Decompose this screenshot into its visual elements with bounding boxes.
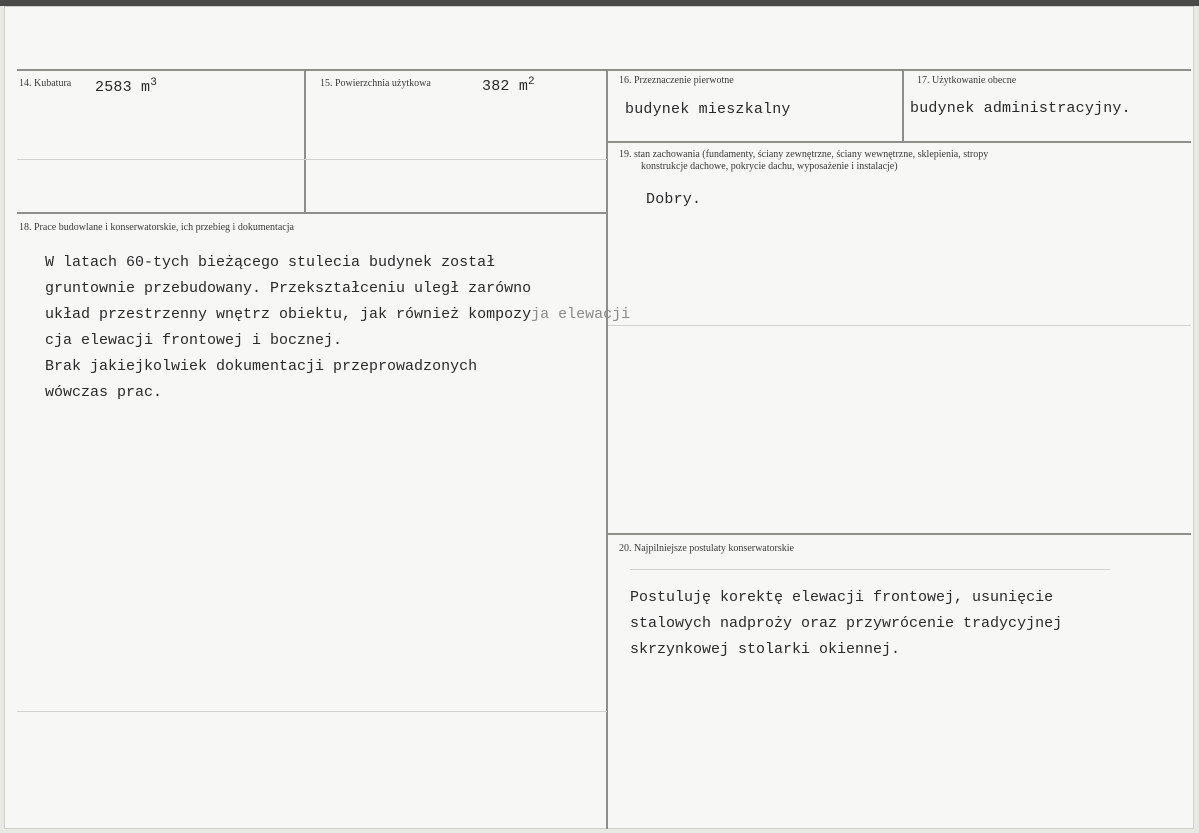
field-20-line: stalowych nadproży oraz przywrócenie tradycyjnej (630, 615, 1063, 632)
divider-16-17 (902, 69, 904, 141)
field-15-label: 15. Powierzchnia użytkowa (320, 78, 431, 89)
rule-under-19 (608, 533, 1191, 535)
field-15-value: 382 $m^2$ (482, 76, 535, 95)
faint-line (608, 325, 1191, 326)
top-rule (17, 69, 1191, 71)
field-18-label: 18. Prace budowlane i konserwatorskie, ich przebieg i dokumentacja (19, 222, 294, 233)
rule-under-14-15 (17, 212, 607, 214)
faint-line (630, 569, 1110, 570)
divider-14-15 (304, 69, 306, 213)
field-16-value: budynek mieszkalny (625, 101, 791, 118)
field-20-label: 20. Najpilniejsze postulaty konserwatorskie (619, 543, 794, 554)
field-18-line: Brak jakiejkolwiek dokumentacji przeprowadzonych (45, 358, 478, 375)
field-19-label-line2: konstrukcje dachowe, pokrycie dachu, wyposażenie i instalacje) (641, 161, 898, 172)
field-18-line: wówczas prac. (45, 384, 163, 401)
field-20-text (630, 585, 1062, 663)
field-18-line: W latach 60-tych bieżącego stulecia budynek został (45, 254, 496, 271)
main-vertical-divider (606, 69, 608, 829)
field-20-line: skrzynkowej stolarki okiennej. (630, 641, 901, 658)
field-16-label: 16. Przeznaczenie pierwotne (619, 75, 734, 86)
faint-line (17, 159, 607, 160)
record-card (4, 6, 1194, 829)
field-18-line: gruntownie przebudowany. Przekształceniu uległ zarówno (45, 280, 532, 297)
field-18-line: cja elewacji frontowej i bocznej. (45, 332, 343, 349)
rule-under-16-17 (608, 141, 1191, 143)
field-18-overtyped: ja elewacji (531, 306, 631, 323)
field-18-line: układ przestrzenny wnętrz obiektu, jak również kompozyja elewacji (45, 306, 631, 323)
field-14-value: 2583 $m^3$ (95, 77, 158, 96)
faint-line (17, 711, 607, 712)
field-19-value: Dobry. (646, 191, 702, 208)
field-17-value: budynek administracyjny. (910, 100, 1131, 117)
field-19-label-line1: 19. stan zachowania (fundamenty, ściany zewnętrzne, ściany wewnętrzne, sklepienia, stropy (619, 149, 989, 160)
field-17-label: 17. Użytkowanie obecne (917, 75, 1017, 86)
field-14-label: 14. Kubatura (19, 78, 72, 89)
field-20-line: Postuluję korektę elewacji frontowej, usunięcie (630, 589, 1054, 606)
field-18-text (45, 250, 630, 406)
